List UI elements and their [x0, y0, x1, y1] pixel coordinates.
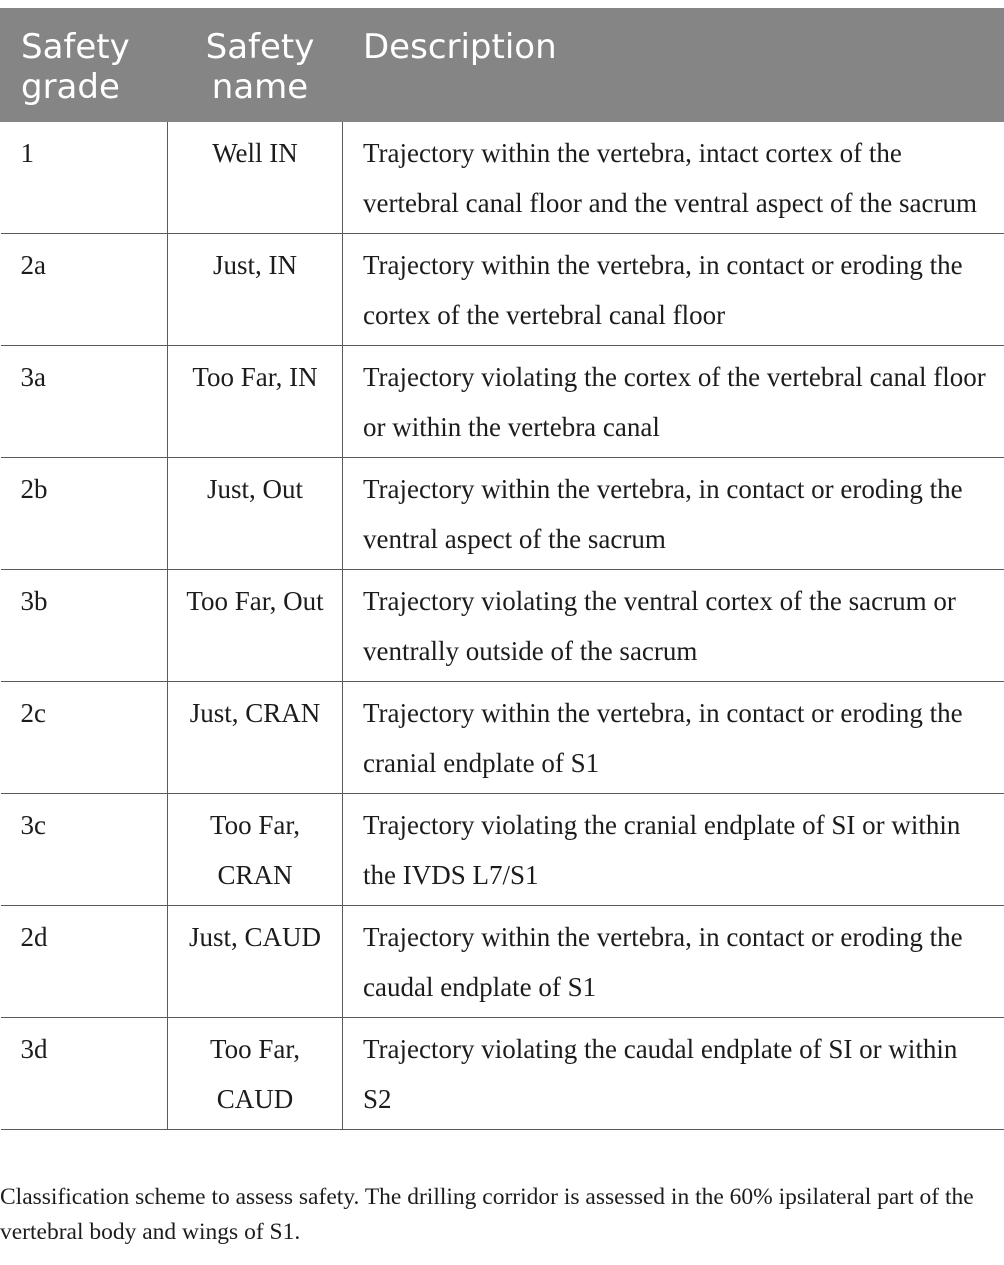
name-cell: Too Far, CRAN [168, 794, 343, 906]
table-caption: Classification scheme to assess safety. The drilling corridor is assessed in the 60% ipsilateral part of the vertebral body and wings of S1. [0, 1184, 974, 1245]
grade-cell: 2c [1, 682, 168, 794]
safety-table-container [0, 8, 1003, 1130]
description-cell: Trajectory within the vertebra, intact cortex of the vertebral canal floor and the ventral aspect of the sacrum [343, 122, 1004, 234]
description-cell: Trajectory within the vertebra, in contact or eroding the ventral aspect of the sacrum [343, 458, 1004, 570]
name-cell: Too Far, CAUD [168, 1018, 343, 1130]
name-cell: Too Far, IN [168, 346, 343, 458]
description-cell: Trajectory within the vertebra, in contact or eroding the cortex of the vertebral canal floor [343, 234, 1004, 346]
description-cell: Trajectory violating the cranial endplate of SI or within the IVDS L7/S1 [343, 794, 1004, 906]
description-cell: Trajectory within the vertebra, in contact or eroding the caudal endplate of S1 [343, 906, 1004, 1018]
description-cell: Trajectory violating the ventral cortex of the sacrum or ventrally outside of the sacrum [343, 570, 1004, 682]
header-description: Description [343, 9, 1004, 122]
grade-cell: 3c [1, 794, 168, 906]
table-body [1, 122, 1004, 1130]
name-cell: Well IN [168, 122, 343, 234]
header-row [1, 9, 1004, 122]
description-cell: Trajectory violating the caudal endplate of SI or within S2 [343, 1018, 1004, 1130]
grade-cell: 2a [1, 234, 168, 346]
grade-cell: 3d [1, 1018, 168, 1130]
grade-cell: 2b [1, 458, 168, 570]
table-row [1, 122, 1004, 234]
table-row [1, 458, 1004, 570]
grade-cell: 1 [1, 122, 168, 234]
table-row [1, 682, 1004, 794]
grade-cell: 3b [1, 570, 168, 682]
description-cell: Trajectory within the vertebra, in contact or eroding the cranial endplate of S1 [343, 682, 1004, 794]
header-name-line2: name [211, 67, 309, 107]
table-row [1, 906, 1004, 1018]
grade-cell: 2d [1, 906, 168, 1018]
table-row [1, 570, 1004, 682]
name-cell: Too Far, Out [168, 570, 343, 682]
header-grade-line1: Safety [21, 27, 130, 67]
name-cell: Just, Out [168, 458, 343, 570]
header-grade-line2: grade [21, 67, 120, 107]
table-header [1, 9, 1004, 122]
name-cell: Just, CAUD [168, 906, 343, 1018]
table-row [1, 234, 1004, 346]
description-cell: Trajectory violating the cortex of the vertebral canal floor or within the vertebra canal [343, 346, 1004, 458]
header-safety-grade [1, 9, 168, 122]
grade-cell: 3a [1, 346, 168, 458]
name-cell: Just, CRAN [168, 682, 343, 794]
table-row [1, 1018, 1004, 1130]
header-safety-name [168, 9, 343, 122]
safety-classification-table [0, 8, 1004, 1130]
header-name-line1: Safety [205, 27, 315, 67]
table-row [1, 346, 1004, 458]
table-row [1, 794, 1004, 906]
name-cell: Just, IN [168, 234, 343, 346]
